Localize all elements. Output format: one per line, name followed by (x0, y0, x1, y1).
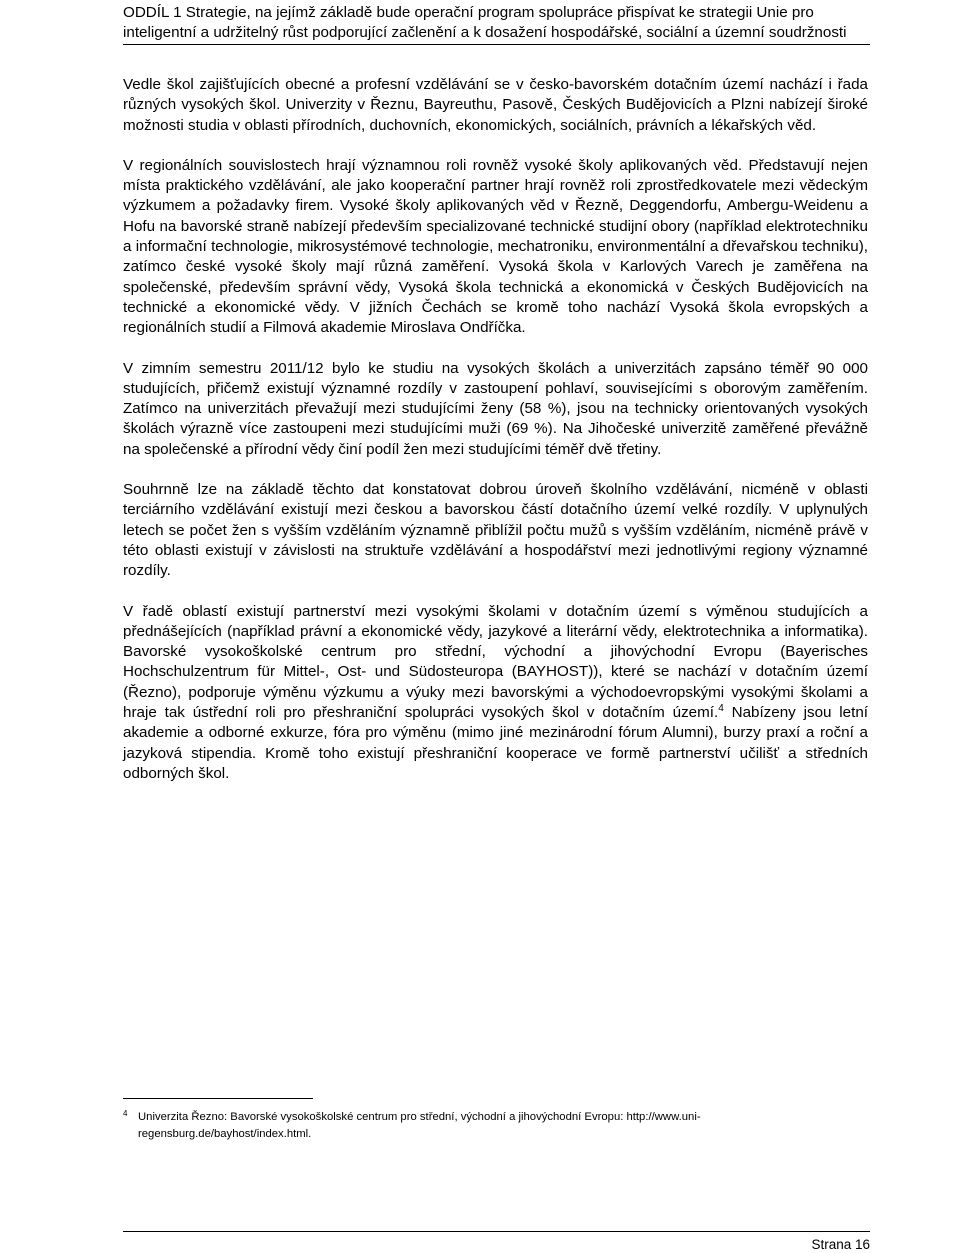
partnerships-text-after: Nabízeny jsou letní akademie a odborné exkurze, fóra pro výměnu (mimo jiné mezinárodní fórum Alumni), burzy praxí a roční a jazyková stipendia. Kromě toho existují přeshraniční kooperace ve formě partnerství učilišť a středních odborných škol. (123, 704, 868, 782)
footnote-separator (123, 1098, 313, 1099)
footnote-mark: 4 (123, 1109, 128, 1118)
section-header: ODDÍL 1 Strategie, na jejímž základě bude operační program spolupráce přispívat ke strategii Unie pro inteligentní a udržitelný růst podporující začlenění a k dosažení hospodářské, sociální a územní soudržnosti (123, 3, 870, 45)
paragraph-summary: Souhrnně lze na základě těchto dat konstatovat dobrou úroveň školního vzdělávání, nicméně v oblasti terciárního vzdělávání existují mezi českou a bavorskou částí dotačního území velké rozdíly. V uplynulých letech se počet žen s vyšším vzděláním významně přiblížil počtu mužů s vyšším vzděláním, nicméně právě v této oblasti existují v závislosti na struktuře vzdělávání a hospodářství mezi jednotlivými regiony významné rozdíly. (123, 481, 868, 580)
partnerships-text-before: V řadě oblastí existují partnerství mezi vysokými školami v dotačním území s výměnou studujících a přednášejících (například právní a ekonomické vědy, jazykové a literární vědy, elektrotechnika a informatika). Bavorské vysokoškolské centrum pro střední, východní a jihovýchodní Evropu (Bayerisches Hochschulzentrum für Mittel-, Ost- und Südosteuropa (BAYHOST)), které se nachází v dotačním území (Řezno), podporuje výměnu výzkumu a výuky mezi bavorskými a východoevropskými vysokými školami a hraje tak ústřední roli pro přeshraniční spolupráci vysokých škol v dotačním území. (123, 602, 868, 722)
footnote (123, 1109, 823, 1143)
body-text (123, 75, 868, 804)
paragraph-universities: Vedle škol zajišťujících obecné a profesní vzdělávání se v česko-bavorském dotačním území nachází i řada různých vysokých škol. Univerzity v Řeznu, Bayreuthu, Pasově, Českých Budějovicích a Plzni nabízejí široké možnosti studia v oblasti přírodních, duchovních, ekonomických, sociálních, právních a lékařských věd. (123, 76, 868, 134)
footnote-text: Univerzita Řezno: Bavorské vysokoškolské centrum pro střední, východní a jihovýchodní Evropu: http://www.uni-regensburg.de/bayhost/index.html. (138, 1111, 701, 1140)
paragraph-applied-sciences: V regionálních souvislostech hrají významnou roli rovněž vysoké školy aplikovaných věd. Představují nejen místa praktického vzdělávání, ale jako kooperační partner hrají rovněž roli zprostředkovatele mezi vědeckým výzkumem a požadavky firem. Vysoké školy aplikovaných věd v Řezně, Deggendorfu, Ambergu-Weidenu a Hofu na bavorské straně nabízejí především specializované technické studijní obory (například elektrotechniku a informační technologie, mikrosystémové technologie, mechatroniku, environmentální a dřevařskou techniku), zatímco české vysoké školy mají různá zaměření. Vysoká škola v Karlových Varech je zaměřena na společenské, především správní vědy, Vysoká škola technická a ekonomická v Českých Budějovicích na technické a ekonomické vědy. V jižních Čechách se kromě toho nachází Vysoká škola evropských a regionálních studií a Filmová akademie Miroslava Ondříčka. (123, 156, 868, 337)
footer-separator (123, 1231, 870, 1232)
document-page (123, 0, 870, 1251)
paragraph-student-statistics: V zimním semestru 2011/12 bylo ke studiu na vysokých školách a univerzitách zapsáno téměř 90 000 studujících, přičemž existují významné rozdíly v zastoupení pohlaví, souvisejícími s oborovým zaměřením. Zatímco na univerzitách převažují mezi studujícími ženy (58 %), jsou na technicky orientovaných vysokých školách výrazně více zastoupeni mezi studujícími muži (69 %). Na Jihočeské univerzitě zaměřené převážně na společenské a přírodní vědy činí podíl žen mezi studujícími téměř dvě třetiny. (123, 359, 868, 458)
footnote-reference[interactable]: 4 (718, 702, 724, 714)
paragraph-partnerships (123, 602, 868, 785)
page-number: Strana 16 (811, 1237, 870, 1252)
